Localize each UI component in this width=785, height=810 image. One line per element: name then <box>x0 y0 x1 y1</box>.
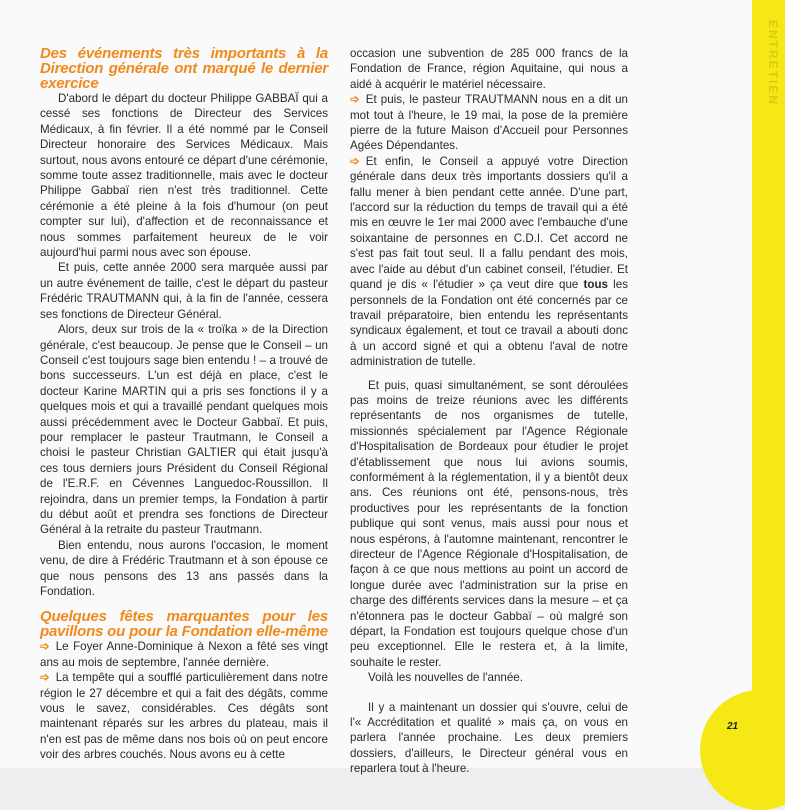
bullet-paragraph: ➩ La tempête qui a soufflé particulièrement dans notre région le 27 décembre et qui a fait des dégâts, comme vous le savez, considérables. Ces dégâts sont maintenant réparés sur les arbres du plateau, mais il n'en est pas de même dans nos bois où on peut encore voir des arbres couchés. Nous avons eu à cette <box>40 671 328 762</box>
paragraph: D'abord le départ du docteur Philippe GABBAÏ qui a cessé ses fonctions de Directeur des Services Médicaux, à fin février. Il a été nommé par le Conseil Directeur honoraire des Services Médicaux. Mais surtout, nous avons entouré ce départ d'une cérémonie, somme toute assez traditionnelle, mais avec le docteur Philippe Gabbaï rien n'est très traditionnel. Cette cérémonie a été pleine à la fois d'humour (on peut compter sur lui), d'affection et de reconnaissance et nous sommes parfaitement heureux de le voir aujourd'hui parmi nous avec son épouse. <box>40 92 328 260</box>
arrow-icon: ➩ <box>350 93 360 107</box>
arrow-icon: ➩ <box>40 671 50 685</box>
bullet-paragraph: ➩ Et enfin, le Conseil a appuyé votre Direction générale dans deux très importants dossiers qu'il a fallu mener à bien pendant cette année. D'une part, l'accord sur la réduction du temps de travail qui a été mis en œuvre le 1er mai 2000 avec l'embauche d'une soixantaine de personnes en C.D.I. Cet accord ne s'est pas fait tout seul. Il a fallu pendant des mois, avec l'aide au début d'un cabinet conseil, l'étudier. Et quand je dis « l'étudier » ça veut dire que tous les personnels de la Fondation ont été concernés par ce travail préparatoire, bien entendu les représentants syndicaux également, et tout ce travail a abouti donc à un accord signé et qui a obtenu l'aval de notre administration de tutelle. <box>350 154 628 369</box>
paragraph: occasion une subvention de 285 000 francs de la Fondation de France, région Aquitaine, qui nous a aidé à acquérir le matériel nécessaire. <box>350 47 628 91</box>
page-number: 21 <box>727 721 739 732</box>
arrow-icon: ➩ <box>350 154 360 168</box>
left-column <box>40 46 328 763</box>
paragraph: Alors, deux sur trois de la « troïka » de la Direction générale, c'est beaucoup. Je pense que le Conseil – un Conseil c'est toujours sage bien entendu ! – a trouvé de bons successeurs. L'un est déjà en place, c'est le docteur Karine MARTIN qui a pris ses fonctions il y a quelques mois et qui a travaillé pendant quelques mois aussi précédemment avec le Docteur Gabbaï. Et puis, pour remplacer le pasteur Trautmann, le Conseil a choisi le pasteur Christian GALTIER qui était jusqu'à ces tous derniers jours Président du Conseil Régional de l'E.R.F. en Cévennes Languedoc-Roussillon. Il rejoindra, dans un premier temps, la Fondation à partir du début août et prendra ses fonctions de Directeur Général à la retraite du pasteur Trautmann. <box>40 323 328 537</box>
section-heading-fetes: Quelques fêtes marquantes pour les pavillons ou pour la Fondation elle-même <box>40 608 328 641</box>
paragraph: Bien entendu, nous aurons l'occasion, le moment venu, de dire à Frédéric Trautmann et à son épouse ce que nous pensons des 13 ans passés dans la Fondation. <box>40 538 328 598</box>
paragraph: Et puis, cette année 2000 sera marquée aussi par un autre événement de taille, c'est le départ du pasteur Frédéric TRAUTMANN qui, à la fin de l'année, cessera ses fonctions de Directeur Général. <box>40 261 328 321</box>
bullet-paragraph: ➩ Et puis, le pasteur TRAUTMANN nous en a dit un mot tout à l'heure, le 19 mai, la pose de la première pierre de la future Maison d'Accueil pour Personnes Agées Dépendantes. <box>350 93 628 153</box>
side-tab-label: ENTRETIEN <box>766 20 780 107</box>
section-heading-direction: Des événements très importants à la Direction générale ont marqué le dernier exercice <box>40 45 328 92</box>
emphasis-text: tous <box>583 278 609 292</box>
paragraph: Voilà les nouvelles de l'année. <box>368 671 523 685</box>
paragraph: Et puis, quasi simultanément, se sont déroulées pas moins de treize réunions avec les différents représentants de nos organismes de tutelle, missionnés spécialement par l'Agence Régionale d'Hospitalisation de Bordeaux pour étudier le projet d'établissement que nous lui avions soumis, conformément à la réglementation, il y a bientôt deux ans. Ces réunions ont été, pensons-nous, très productives pour les représentants de la fonction publique qui sont venus, mais aussi pour nous et nous espérons, à l'automne maintenant, rencontrer le directeur de l'Agence Régionale d'Hospitalisation, de façon à ce que nous mettions au point un accord de longue durée avec l'administration sur la prise en charge des différents services dans la mesure – et ça n'étonnera pas le docteur Gabbaï – où malgré son départ, la Fondation est toujours quelque chose d'un peu exceptionnel. Elle le restera et, à la limite, souhaite le rester. <box>350 378 628 669</box>
bullet-paragraph: ➩ Le Foyer Anne-Dominique à Nexon a fêté ses vingt ans au mois de septembre, l'année dernière. <box>40 640 328 669</box>
right-column <box>350 46 628 777</box>
yellow-side-tab <box>752 0 785 768</box>
paragraph: Il y a maintenant un dossier qui s'ouvre, celui de l'« Accréditation et qualité » mais ça, on vous en parlera l'année prochaine. Les deux premiers dossiers, d'ailleurs, le Directeur général vous en reparlera tout à l'heure. <box>350 700 628 776</box>
arrow-icon: ➩ <box>40 640 50 654</box>
